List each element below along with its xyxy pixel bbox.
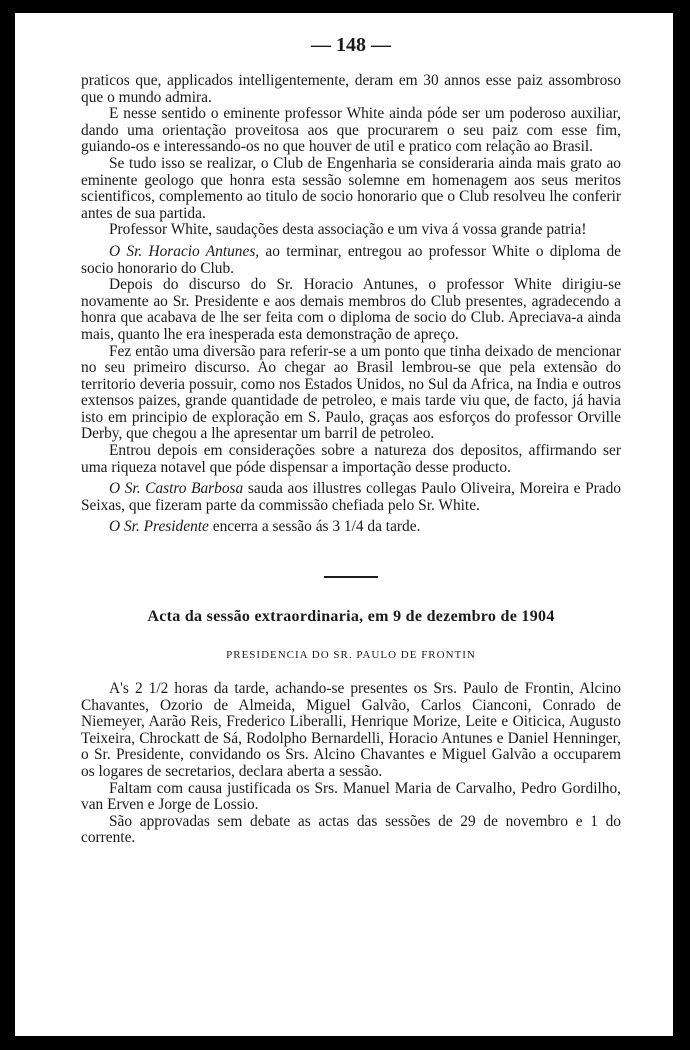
section-divider — [324, 576, 378, 578]
speaker-paragraph — [81, 481, 621, 514]
paragraph: Professor White, saudações desta associação e um viva á vossa grande patria! — [109, 221, 587, 239]
speaker-name: O Sr. Horacio Antunes, — [109, 242, 260, 260]
paragraph: Depois do discurso do Sr. Horacio Antunes, o professor White dirigiu-se novamente ao Sr. Presidente e aos demais membros do Club presentes, agradecendo a honra que acabava de lhe ser feita com o diploma de socio do Club. Apreciava-a ainda mais, quanto lhe era inesperada esta demonstração de apreço. — [81, 276, 621, 343]
paragraph: praticos que, applicados intelligentemente, deram em 30 annos esse paiz assombroso que o mundo admira. — [81, 72, 621, 106]
speaker-text: ao terminar, entregou ao professor White o diploma de socio honorario do Club. — [81, 242, 622, 277]
paragraph: E nesse sentido o eminente professor White ainda póde ser um poderoso auxiliar, dando uma orientação proveitosa aos que procurarem o seu paiz com esse fim, guiando-os e interessando-os no que houver de util e pratico com relação ao Brasil. — [81, 105, 621, 156]
paragraph: Se tudo isso se realizar, o Club de Engenharia se consideraria ainda mais grato ao eminente geologo que honra esta sessão solemne em homenagem aos seus meritos scientificos, complemento ao titulo de socio honorario que o Club resolveu lhe conferir antes de sua partida. — [81, 154, 621, 222]
page-content — [81, 33, 621, 847]
presidency-line: PRESIDENCIA DO SR. PAULO DE FRONTIN — [226, 649, 476, 662]
speaker-text: encerra a sessão ás 3 1/4 da tarde. — [208, 518, 421, 536]
section-title: Acta da sessão extraordinaria, em 9 de dezembro de 1904 — [147, 608, 555, 626]
paragraph: Fez então uma diversão para referir-se a um ponto que tinha deixado de mencionar no seu primeiro discurso. Ao chegar ao Brasil lembrou-se que pela extensão do territorio deveria possuir, como nos Estados Unidos, no Sul da Africa, na India e outros extensos paizes, grande quantidade de petroleo, e mais tarde viu que, de facto, já havia isto em principio de exploração em S. Paulo, graças aos esforços do professor Orville Derby, que chegou a lhe apresentar um barril de petroleo. — [81, 342, 621, 443]
speaker-name: O Sr. Presidente — [109, 518, 209, 536]
speaker-text: sauda aos illustres collegas Paulo Oliveira, Moreira e Prado Seixas, que fizeram parte da commissão chefiada pelo Sr. White. — [81, 480, 622, 514]
page-number: — 148 — — [311, 34, 391, 56]
scanned-page — [15, 13, 673, 1036]
paragraph: Entrou depois em considerações sobre a natureza dos depositos, affirmando ser uma riqueza notavel que póde dispensar a importação desse producto. — [81, 442, 621, 476]
paragraph: Faltam com causa justificada os Srs. Manuel Maria de Carvalho, Pedro Gordilho, van Erven e Jorge de Lossio. — [81, 779, 621, 814]
paragraph: A's 2 1/2 horas da tarde, achando-se presentes os Srs. Paulo de Frontin, Alcino Chavantes, Ozorio de Almeida, Miguel Galvão, Carlos Cianconi, Conrado de Niemeyer, Aarão Reis, Frederico Liberalli, Henrique Morize, Leite e Oiticica, Augusto Teixeira, Chrockatt de Sá, Rodolpho Bernardelli, Horacio Antunes e Daniel Henninger, o Sr. Presidente, convidando os Srs. Alcino Chavantes e Miguel Galvão a occuparem os logares de secretarios, declara aberta a sessão. — [81, 680, 621, 780]
speaker-name: O Sr. Castro Barbosa — [109, 480, 244, 498]
speaker-paragraph — [81, 519, 621, 536]
paragraph: São approvadas sem debate as actas das sessões de 29 de novembro e 1 do corrente. — [81, 812, 621, 847]
speaker-paragraph — [81, 244, 621, 277]
